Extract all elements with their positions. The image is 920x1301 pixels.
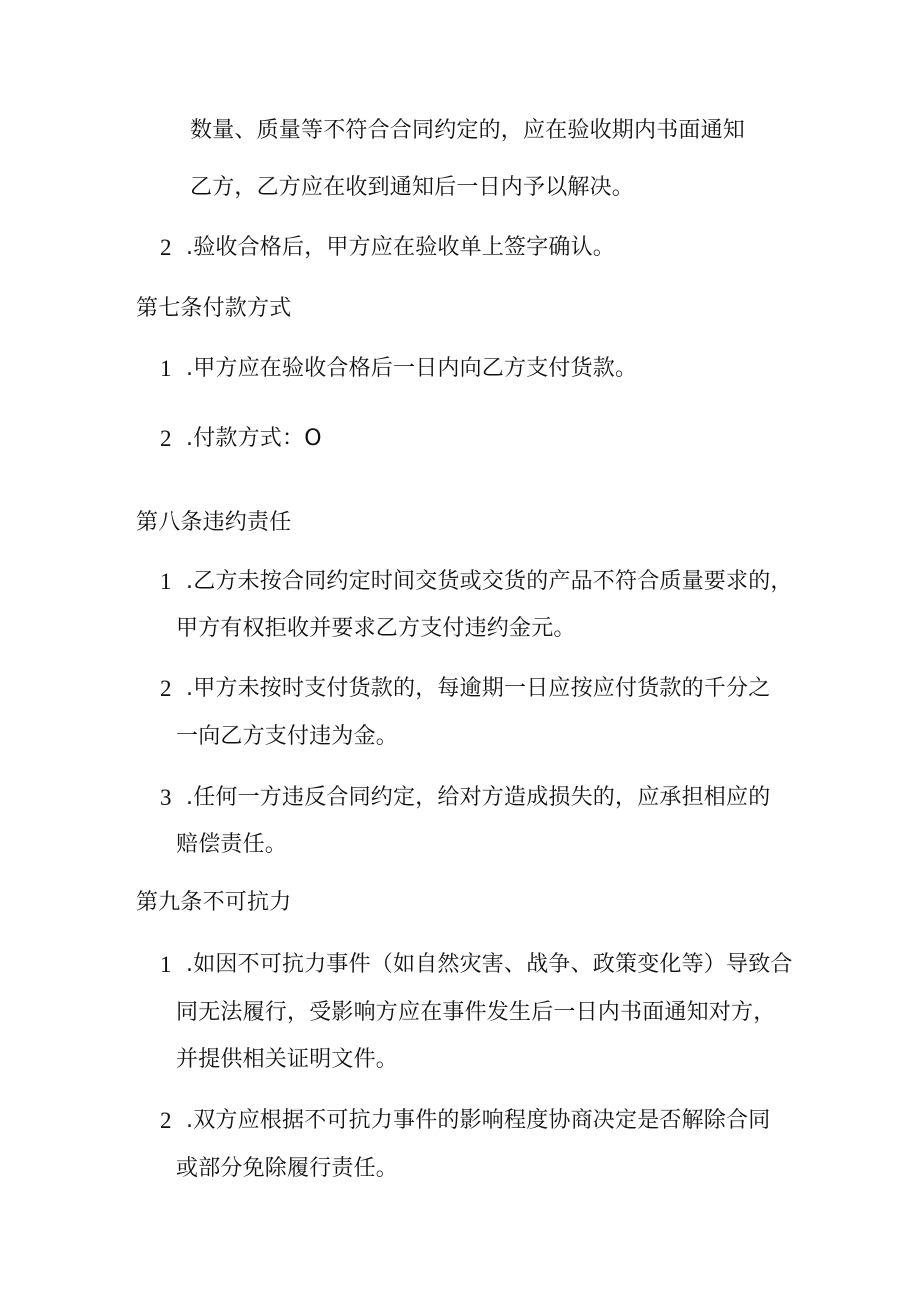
list-item-text: .甲方未按时支付货款的，每逾期一日应按应付货款的千分之 — [186, 676, 771, 701]
list-item-number: 3 — [160, 785, 172, 810]
list-item-text: .乙方未按合同约定时间交货或交货的产品不符合质量要求的， — [186, 569, 793, 594]
list-item-number: 1 — [160, 569, 172, 594]
list-item-text: .付款方式：O — [186, 426, 322, 451]
list-item-text: 甲方有权拒收并要求乙方支付违约金元。 — [176, 616, 576, 641]
list-item-number: 2 — [160, 676, 172, 701]
list-item-text: 一向乙方支付违为金。 — [176, 724, 399, 749]
list-item-text: .如因不可抗力事件（如自然灾害、战争、政策变化等）导致合 — [186, 952, 793, 977]
article-heading: 第九条不可抗力 — [136, 890, 292, 915]
list-item-text: .验收合格后，甲方应在验收单上签字确认。 — [186, 235, 615, 260]
list-item-text: .甲方应在验收合格后一日内向乙方支付货款。 — [186, 356, 638, 381]
list-item-text: 并提供相关证明文件。 — [176, 1047, 399, 1072]
list-item-text: .任何一方违反合同约定，给对方造成损失的，应承担相应的 — [186, 785, 771, 810]
list-item-number: 1 — [160, 952, 172, 977]
list-item-text: 或部分免除履行责任。 — [176, 1156, 399, 1181]
article-heading: 第七条付款方式 — [136, 296, 292, 321]
list-item-text: .双方应根据不可抗力事件的影响程度协商决定是否解除合同 — [186, 1108, 771, 1133]
list-item-number: 1 — [160, 356, 172, 381]
list-item-text: 赔偿责任。 — [176, 832, 288, 857]
paragraph-line: 乙方，乙方应在收到通知后一日内予以解决。 — [190, 175, 635, 200]
article-heading: 第八条违约责任 — [136, 510, 292, 535]
list-item-text: 同无法履行，受影响方应在事件发生后一日内书面通知对方， — [176, 1000, 776, 1025]
list-item-number: 2 — [160, 235, 172, 260]
paragraph-line: 数量、质量等不符合合同约定的，应在验收期内书面通知 — [190, 118, 746, 143]
list-item-number: 2 — [160, 426, 172, 451]
list-item-number: 2 — [160, 1108, 172, 1133]
